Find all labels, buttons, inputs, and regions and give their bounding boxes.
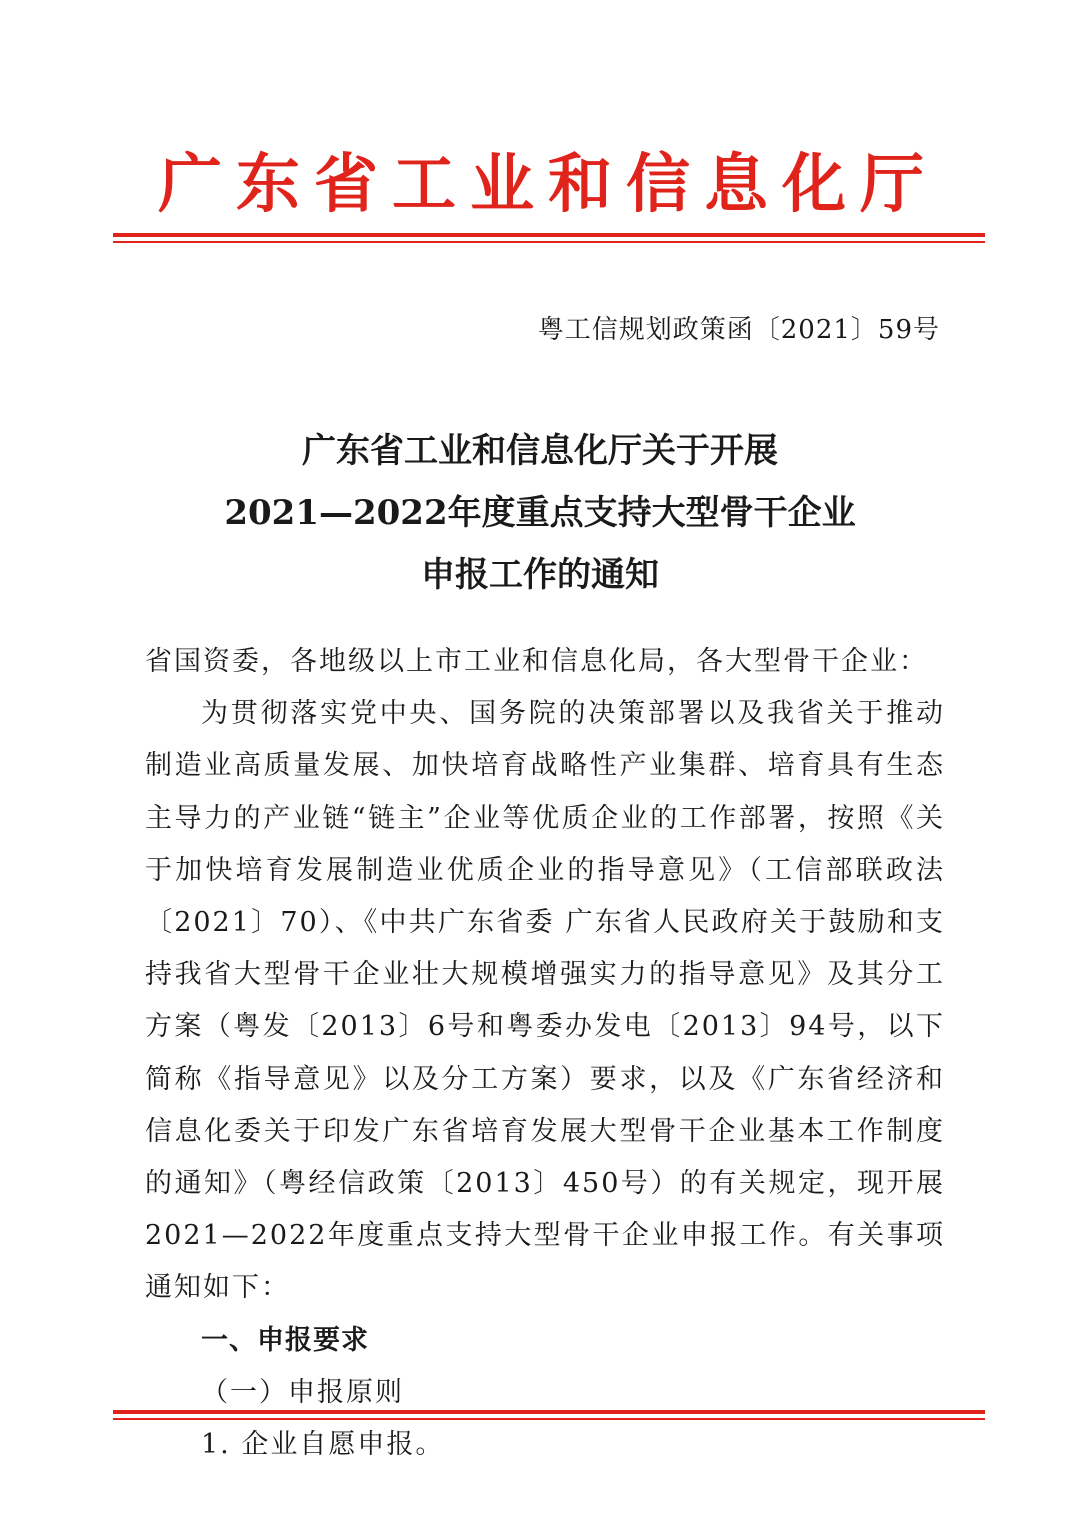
document-title: [140, 420, 940, 606]
document-title-line-3: 申报工作的通知: [421, 555, 659, 595]
section-heading: 一、申报要求: [201, 1324, 369, 1356]
letterhead-title: 广东省工业和信息化厅: [158, 147, 938, 222]
document-number: 粤工信规划政策函〔2021〕59号: [537, 315, 940, 345]
document-body: [145, 636, 945, 1471]
document-title-line-1: 广东省工业和信息化厅关于开展: [302, 431, 778, 471]
subsection-heading: （一）申报原则: [201, 1376, 404, 1408]
document-title-line-2: 2021—2022年度重点支持大型骨干企业: [224, 493, 856, 533]
footer-red-rule-thick: [113, 1410, 985, 1414]
letterhead-red-rule-thick: [113, 233, 985, 237]
addressee: 省国资委，各地级以上市工业和信息化局，各大型骨干企业：: [145, 646, 928, 677]
letterhead-red-rule-thin: [113, 241, 985, 243]
body-paragraph: 为贯彻落实党中央、国务院的决策部署以及我省关于推动制造业高质量发展、加快培育战略性产业集群、培育具有生态主导力的产业链“链主”企业等优质企业的工作部署，按照《关于加快培育发展制造业优质企业的指导意见》（工信部联政法〔2021〕70）、《中共广东省委 广东省人民政府关于鼓励和支持我省大型骨干企业壮大规模增强实力的指导意见》及其分工方案（粤发〔2013〕6号和粤委办发电〔2013〕94号，以下简称《指导意见》以及分工方案）要求，以及《广东省经济和信息化委关于印发广东省培育发展大型骨干企业基本工作制度的通知》（粤经信政策〔2013〕450号）的有关规定，现开展2021—2022年度重点支持大型骨干企业申报工作。有关事项通知如下：: [145, 698, 945, 1304]
footer-red-rule-thin: [113, 1418, 985, 1420]
list-item: 1. 企业自愿申报。: [201, 1429, 445, 1461]
